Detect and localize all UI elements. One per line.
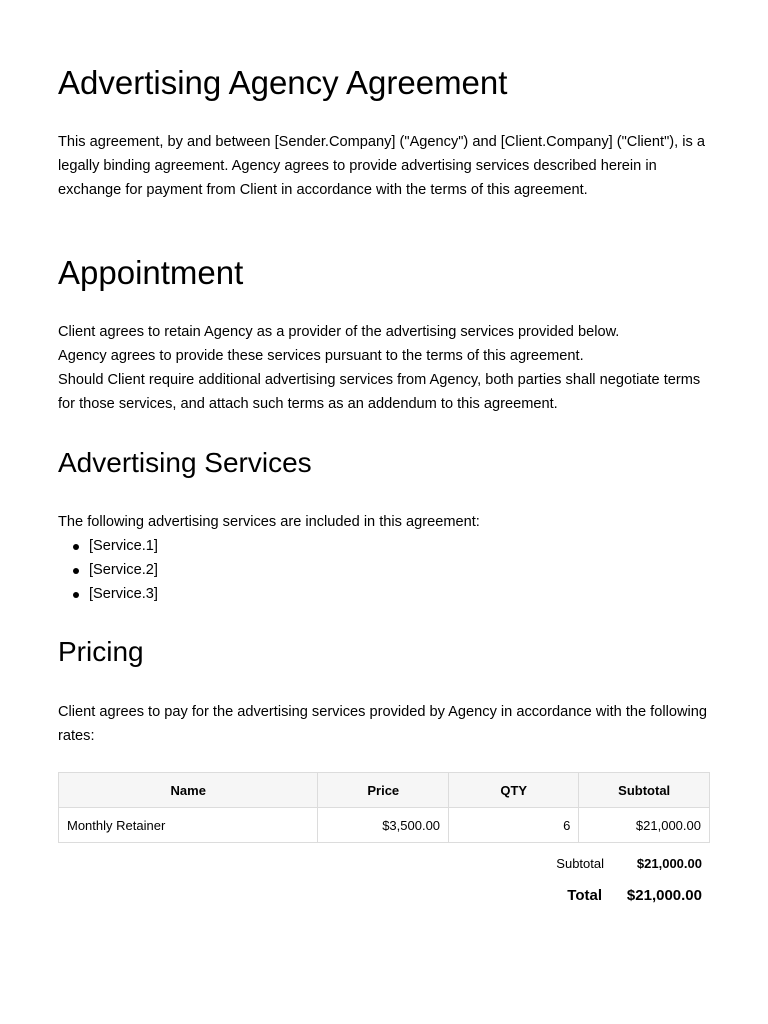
service-item-label: [Service.2] <box>89 562 158 578</box>
intro-paragraph: This agreement, by and between [Sender.Company] ("Agency") and [Client.Company] ("Client"), is a legally binding agreement. Agency agrees to provide advertising services described herein in exchange for payment from Client in accordance with the terms of this agreement. <box>58 134 705 198</box>
cell-price: $3,500.00 <box>318 808 449 843</box>
table-header-row <box>59 773 710 808</box>
list-item <box>58 582 158 606</box>
column-header-qty: QTY <box>449 773 579 808</box>
subtotal-value: $21,000.00 <box>636 856 702 871</box>
appointment-heading: Appointment <box>58 254 244 291</box>
bullet-icon <box>73 544 79 550</box>
pricing-heading: Pricing <box>58 636 144 667</box>
bullet-icon <box>73 592 79 598</box>
appointment-line-2: Agency agrees to provide these services pursuant to the terms of this agreement. <box>58 348 584 364</box>
appointment-line-3: Should Client require additional advertising services from Agency, both parties shall negotiate terms for those services, and attach such terms as an addendum to this agreement. <box>58 372 701 412</box>
total-value: $21,000.00 <box>626 887 702 904</box>
appointment-section <box>58 320 710 416</box>
bullet-icon <box>73 568 79 574</box>
cell-name: Monthly Retainer <box>59 808 318 843</box>
total-label: Total <box>567 887 602 904</box>
page-title: Advertising Agency Agreement <box>58 64 508 101</box>
column-header-name: Name <box>59 773 318 808</box>
list-item <box>58 534 158 558</box>
table-row <box>59 808 710 843</box>
cell-subtotal: $21,000.00 <box>579 808 710 843</box>
services-intro: The following advertising services are included in this agreement: <box>58 514 480 530</box>
pricing-table <box>58 772 710 843</box>
pricing-intro: Client agrees to pay for the advertising services provided by Agency in accordance with the following rates: <box>58 704 707 744</box>
services-heading: Advertising Services <box>58 447 312 478</box>
appointment-line-1: Client agrees to retain Agency as a provider of the advertising services provided below. <box>58 324 620 340</box>
column-header-price: Price <box>318 773 449 808</box>
cell-qty: 6 <box>449 808 579 843</box>
services-list <box>58 534 158 606</box>
service-item-label: [Service.1] <box>89 538 158 554</box>
service-item-label: [Service.3] <box>89 586 158 602</box>
subtotal-label: Subtotal <box>556 856 604 871</box>
column-header-subtotal: Subtotal <box>579 773 710 808</box>
list-item <box>58 558 158 582</box>
